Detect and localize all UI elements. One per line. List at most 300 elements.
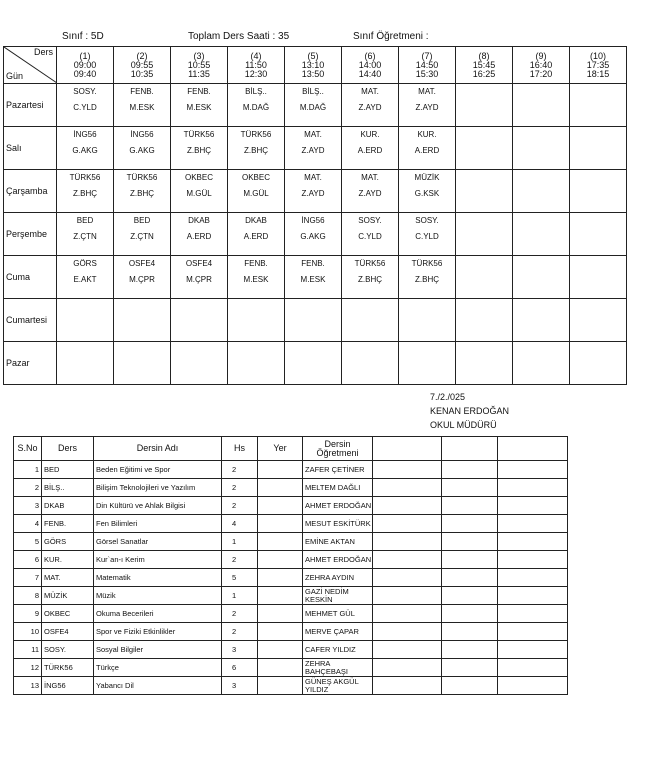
lesson-code: BED: [133, 216, 151, 225]
period-start: 14:50: [415, 59, 439, 70]
course-row: [14, 641, 568, 659]
course-room: [258, 677, 303, 695]
empty-cell: [442, 551, 498, 569]
lesson-code: MAT.: [361, 173, 379, 182]
course-code: SOSY.: [42, 641, 94, 659]
course-no: 12: [14, 659, 42, 677]
lesson-code: BİLŞ..: [302, 87, 324, 96]
lesson-cell: [399, 213, 456, 256]
lesson-cell: [456, 84, 513, 127]
lesson-teacher: M.ESK: [243, 275, 269, 284]
lesson-cell: [513, 256, 570, 299]
period-end: 11:35: [188, 68, 210, 79]
lesson-teacher: Z.ÇTN: [130, 232, 154, 241]
header-ogretmen-line1: Dersin: [324, 438, 351, 449]
lesson-cell: [570, 84, 627, 127]
lesson-cell: [228, 342, 285, 385]
course-row: [14, 551, 568, 569]
empty-cell: [442, 659, 498, 677]
course-name: Matematik: [94, 569, 222, 587]
period-number: (6): [364, 50, 376, 61]
lesson-code: MÜZİK: [414, 173, 440, 182]
lesson-teacher: Z.ÇTN: [73, 232, 97, 241]
lesson-code: SOSY.: [415, 216, 439, 225]
lesson-code: SOSY.: [358, 216, 382, 225]
period-end: 14:40: [358, 68, 382, 79]
course-row: [14, 587, 568, 605]
empty-cell: [442, 515, 498, 533]
empty-cell: [442, 641, 498, 659]
course-row: [14, 569, 568, 587]
course-teacher: MESUT ESKİTÜRK: [303, 515, 373, 533]
corner-cell: [4, 47, 57, 84]
course-hours: 3: [222, 641, 258, 659]
lesson-cell: [513, 84, 570, 127]
empty-cell: [498, 659, 568, 677]
empty-cell: [442, 677, 498, 695]
course-name: Sosyal Bilgiler: [94, 641, 222, 659]
course-row: [14, 605, 568, 623]
day-name: Pazar: [4, 342, 57, 385]
lesson-cell: [171, 127, 228, 170]
course-code: KUR.: [42, 551, 94, 569]
lesson-cell: [570, 256, 627, 299]
empty-cell: [498, 677, 568, 695]
lesson-teacher: Z.BHÇ: [187, 146, 211, 155]
course-teacher: EMİNE AKTAN: [303, 533, 373, 551]
lesson-cell: [342, 299, 399, 342]
course-hours: 1: [222, 587, 258, 605]
lesson-cell: [171, 342, 228, 385]
empty-cell: [498, 479, 568, 497]
lesson-cell: [342, 127, 399, 170]
class-teacher-label: Sınıf Öğretmeni :: [353, 31, 429, 42]
period-end: 17:20: [529, 68, 553, 79]
lesson-code: FENB.: [187, 87, 211, 96]
lesson-cell: [513, 299, 570, 342]
course-code: BED: [42, 461, 94, 479]
course-code: İNG56: [42, 677, 94, 695]
course-code: GÖRS: [42, 533, 94, 551]
course-hours: 4: [222, 515, 258, 533]
lesson-teacher: Z.BHÇ: [130, 189, 154, 198]
lesson-code: İNG56: [130, 130, 154, 139]
period-end: 15:30: [415, 68, 439, 79]
empty-cell: [373, 605, 442, 623]
period-number: (3): [193, 50, 205, 61]
lesson-cell: [456, 170, 513, 213]
course-hours: 2: [222, 605, 258, 623]
empty-cell: [373, 569, 442, 587]
course-row: [14, 533, 568, 551]
period-start: 09:55: [130, 59, 154, 70]
lesson-cell: [57, 213, 114, 256]
empty-cell: [498, 605, 568, 623]
empty-cell: [498, 497, 568, 515]
course-list-table: [13, 436, 568, 695]
lesson-cell: [114, 299, 171, 342]
course-room: [258, 515, 303, 533]
lesson-teacher: Z.BHÇ: [244, 146, 268, 155]
lesson-cell: [456, 342, 513, 385]
lesson-teacher: Z.AYD: [358, 189, 382, 198]
empty-cell: [373, 479, 442, 497]
day-name: Salı: [4, 127, 57, 170]
lesson-teacher: E.AKT: [73, 275, 97, 284]
course-room: [258, 569, 303, 587]
period-header: [57, 47, 114, 84]
course-no: 11: [14, 641, 42, 659]
course-hours: 1: [222, 533, 258, 551]
lesson-cell: [456, 213, 513, 256]
period-start: 13:10: [301, 59, 325, 70]
course-teacher: CAFER YILDIZ: [303, 641, 373, 659]
lesson-cell: [399, 299, 456, 342]
lesson-teacher: Z.BHÇ: [358, 275, 382, 284]
course-name: Din Kültürü ve Ahlak Bilgisi: [94, 497, 222, 515]
lesson-cell: [399, 256, 456, 299]
course-name: Okuma Becerileri: [94, 605, 222, 623]
lesson-cell: [114, 170, 171, 213]
period-start: 15:45: [472, 59, 496, 70]
lesson-teacher: M.DAĞ: [242, 103, 270, 112]
lesson-teacher: Z.AYD: [358, 103, 382, 112]
lesson-cell: [57, 299, 114, 342]
lesson-code: TÜRK56: [183, 130, 215, 139]
course-no: 7: [14, 569, 42, 587]
lesson-cell: [57, 84, 114, 127]
empty-cell: [498, 569, 568, 587]
period-number: (4): [250, 50, 262, 61]
lesson-code: MAT.: [361, 87, 379, 96]
empty-cell: [373, 515, 442, 533]
course-hours: 2: [222, 461, 258, 479]
lesson-cell: [399, 170, 456, 213]
course-room: [258, 479, 303, 497]
lesson-cell: [114, 256, 171, 299]
empty-cell: [442, 461, 498, 479]
lesson-teacher: G.AKG: [300, 232, 326, 241]
empty-cell: [498, 461, 568, 479]
lesson-teacher: M.ÇPR: [129, 275, 155, 284]
course-teacher: GÜNEŞ AKGÜL YILDIZ: [303, 677, 373, 695]
total-hours-label: Toplam Ders Saati : 35: [188, 31, 290, 42]
lesson-cell: [285, 127, 342, 170]
course-header-row: [14, 437, 568, 461]
lesson-cell: [228, 213, 285, 256]
lesson-cell: [399, 84, 456, 127]
lesson-cell: [570, 299, 627, 342]
empty-cell: [373, 623, 442, 641]
header-ogretmen: [303, 437, 373, 461]
lesson-cell: [570, 213, 627, 256]
empty-cell: [442, 569, 498, 587]
empty-cell: [373, 677, 442, 695]
lesson-code: TÜRK56: [354, 259, 386, 268]
course-code: OSFE4: [42, 623, 94, 641]
course-hours: 2: [222, 479, 258, 497]
course-row: [14, 677, 568, 695]
lesson-code: DKAB: [245, 216, 267, 225]
course-room: [258, 551, 303, 569]
header-hs: Hs: [222, 437, 258, 461]
period-header: [285, 47, 342, 84]
lesson-cell: [399, 127, 456, 170]
empty-cell: [373, 461, 442, 479]
lesson-teacher: G.AKG: [129, 146, 155, 155]
course-hours: 6: [222, 659, 258, 677]
period-end: 12:30: [244, 68, 268, 79]
course-name: Müzik: [94, 587, 222, 605]
course-row: [14, 479, 568, 497]
lesson-cell: [228, 127, 285, 170]
course-code: OKBEC: [42, 605, 94, 623]
lesson-code: TÜRK56: [69, 173, 101, 182]
lesson-cell: [570, 342, 627, 385]
course-room: [258, 605, 303, 623]
lesson-cell: [228, 84, 285, 127]
lesson-cell: [513, 170, 570, 213]
lesson-code: OSFE4: [128, 259, 156, 268]
period-end: 16:25: [472, 68, 496, 79]
course-no: 4: [14, 515, 42, 533]
course-no: 6: [14, 551, 42, 569]
lesson-code: İNG56: [73, 130, 97, 139]
period-number: (7): [421, 50, 433, 61]
lesson-teacher: M.ESK: [186, 103, 212, 112]
course-room: [258, 533, 303, 551]
course-teacher: MEHMET GÜL: [303, 605, 373, 623]
lesson-cell: [342, 84, 399, 127]
schedule-header-row: [4, 47, 627, 84]
lesson-code: OKBEC: [241, 173, 270, 182]
lesson-cell: [171, 84, 228, 127]
day-row: [4, 127, 627, 170]
lesson-cell: [57, 170, 114, 213]
principal-title: OKUL MÜDÜRÜ: [430, 420, 497, 430]
empty-cell: [373, 437, 442, 461]
lesson-cell: [171, 299, 228, 342]
course-name: Kur`an-ı Kerim: [94, 551, 222, 569]
period-header: [399, 47, 456, 84]
lesson-code: MAT.: [304, 130, 322, 139]
course-teacher: AHMET ERDOĞAN: [303, 551, 373, 569]
period-start: 17:35: [586, 59, 610, 70]
lesson-cell: [285, 299, 342, 342]
course-name: Bilişim Teknolojileri ve Yazılım: [94, 479, 222, 497]
course-teacher: MERVE ÇAPAR: [303, 623, 373, 641]
period-end: 18:15: [586, 68, 610, 79]
course-code: DKAB: [42, 497, 94, 515]
lesson-teacher: A.ERD: [243, 232, 269, 241]
course-row: [14, 623, 568, 641]
period-header: [570, 47, 627, 84]
period-number: (8): [478, 50, 490, 61]
day-row: [4, 213, 627, 256]
period-start: 11:50: [245, 59, 267, 70]
course-hours: 3: [222, 677, 258, 695]
day-row: [4, 299, 627, 342]
empty-cell: [373, 641, 442, 659]
lesson-cell: [513, 342, 570, 385]
lesson-teacher: M.GÜL: [243, 189, 269, 198]
course-teacher: ZEHRA BAHÇEBAŞI: [303, 659, 373, 677]
lesson-cell: [456, 299, 513, 342]
lesson-code: TÜRK56: [411, 259, 443, 268]
empty-cell: [442, 497, 498, 515]
lesson-code: SOSY.: [73, 87, 97, 96]
lesson-code: GÖRS: [73, 259, 97, 268]
lesson-cell: [114, 127, 171, 170]
course-row: [14, 659, 568, 677]
lesson-cell: [399, 342, 456, 385]
course-teacher: AHMET ERDOĞAN: [303, 497, 373, 515]
course-code: FENB.: [42, 515, 94, 533]
course-code: MÜZİK: [42, 587, 94, 605]
period-header: [513, 47, 570, 84]
lesson-code: KUR.: [417, 130, 437, 139]
lesson-cell: [285, 170, 342, 213]
empty-cell: [442, 437, 498, 461]
course-name: Görsel Sanatlar: [94, 533, 222, 551]
empty-cell: [373, 551, 442, 569]
lesson-teacher: M.ESK: [129, 103, 155, 112]
period-number: (5): [307, 50, 319, 61]
lesson-teacher: A.ERD: [414, 146, 440, 155]
day-name: Çarşamba: [4, 170, 57, 213]
lesson-cell: [228, 170, 285, 213]
lesson-cell: [513, 213, 570, 256]
lesson-cell: [570, 127, 627, 170]
period-number: (1): [79, 50, 91, 61]
lesson-teacher: Z.AYD: [301, 146, 325, 155]
course-no: 3: [14, 497, 42, 515]
period-end: 13:50: [301, 68, 325, 79]
lesson-code: FENB.: [244, 259, 268, 268]
empty-cell: [498, 551, 568, 569]
day-name: Cuma: [4, 256, 57, 299]
course-no: 1: [14, 461, 42, 479]
period-start: 09:00: [73, 59, 97, 70]
course-room: [258, 497, 303, 515]
period-header: [114, 47, 171, 84]
lesson-teacher: M.DAĞ: [299, 103, 327, 112]
period-number: (9): [535, 50, 547, 61]
course-no: 9: [14, 605, 42, 623]
lesson-cell: [342, 342, 399, 385]
empty-cell: [498, 515, 568, 533]
lesson-teacher: G.KSK: [414, 189, 440, 198]
lesson-cell: [285, 213, 342, 256]
class-label: Sınıf : 5D: [62, 31, 104, 42]
course-name: Türkçe: [94, 659, 222, 677]
lesson-code: OKBEC: [184, 173, 213, 182]
lesson-teacher: Z.BHÇ: [73, 189, 97, 198]
course-teacher: ZEHRA AYDIN: [303, 569, 373, 587]
course-name: Yabancı Dil: [94, 677, 222, 695]
course-hours: 5: [222, 569, 258, 587]
course-row: [14, 497, 568, 515]
lesson-teacher: A.ERD: [357, 146, 383, 155]
course-row: [14, 515, 568, 533]
lesson-teacher: Z.AYD: [301, 189, 325, 198]
day-row: [4, 342, 627, 385]
period-header: [456, 47, 513, 84]
course-name: Spor ve Fiziki Etkinlikler: [94, 623, 222, 641]
lesson-cell: [285, 256, 342, 299]
course-no: 5: [14, 533, 42, 551]
lesson-teacher: G.AKG: [72, 146, 98, 155]
empty-cell: [442, 605, 498, 623]
lesson-cell: [57, 342, 114, 385]
day-name: Cumartesi: [4, 299, 57, 342]
lesson-cell: [228, 256, 285, 299]
period-header: [171, 47, 228, 84]
lesson-code: TÜRK56: [126, 173, 158, 182]
weekly-schedule-table: [3, 46, 627, 385]
course-room: [258, 587, 303, 605]
empty-cell: [442, 533, 498, 551]
empty-cell: [373, 497, 442, 515]
course-no: 10: [14, 623, 42, 641]
course-row: [14, 461, 568, 479]
lesson-cell: [171, 256, 228, 299]
lesson-teacher: A.ERD: [186, 232, 212, 241]
period-start: 10:55: [187, 59, 211, 70]
lesson-cell: [114, 342, 171, 385]
day-row: [4, 84, 627, 127]
period-header: [342, 47, 399, 84]
lesson-teacher: M.ESK: [300, 275, 326, 284]
empty-cell: [498, 623, 568, 641]
lesson-teacher: M.GÜL: [186, 189, 212, 198]
lesson-cell: [228, 299, 285, 342]
empty-cell: [373, 533, 442, 551]
lesson-teacher: Z.AYD: [415, 103, 439, 112]
period-header: [228, 47, 285, 84]
day-row: [4, 256, 627, 299]
course-code: TÜRK56: [42, 659, 94, 677]
empty-cell: [373, 659, 442, 677]
period-start: 16:40: [529, 59, 553, 70]
day-name: Perşembe: [4, 213, 57, 256]
header-ders: Ders: [42, 437, 94, 461]
day-name: Pazartesi: [4, 84, 57, 127]
course-name: Beden Eğitimi ve Spor: [94, 461, 222, 479]
course-hours: 2: [222, 623, 258, 641]
course-name: Fen Bilimleri: [94, 515, 222, 533]
lesson-teacher: C.YLD: [73, 103, 97, 112]
lesson-teacher: C.YLD: [358, 232, 382, 241]
empty-cell: [498, 533, 568, 551]
empty-cell: [373, 587, 442, 605]
empty-cell: [442, 479, 498, 497]
course-teacher: GAZİ NEDİM KESKİN: [303, 587, 373, 605]
empty-cell: [498, 437, 568, 461]
course-code: MAT.: [42, 569, 94, 587]
course-room: [258, 461, 303, 479]
course-hours: 2: [222, 497, 258, 515]
course-teacher: ZAFER ÇETİNER: [303, 461, 373, 479]
lesson-cell: [342, 256, 399, 299]
period-number: (2): [136, 50, 148, 61]
lesson-cell: [513, 127, 570, 170]
period-number: (10): [589, 50, 606, 61]
lesson-cell: [57, 256, 114, 299]
course-room: [258, 623, 303, 641]
course-no: 13: [14, 677, 42, 695]
empty-cell: [498, 587, 568, 605]
